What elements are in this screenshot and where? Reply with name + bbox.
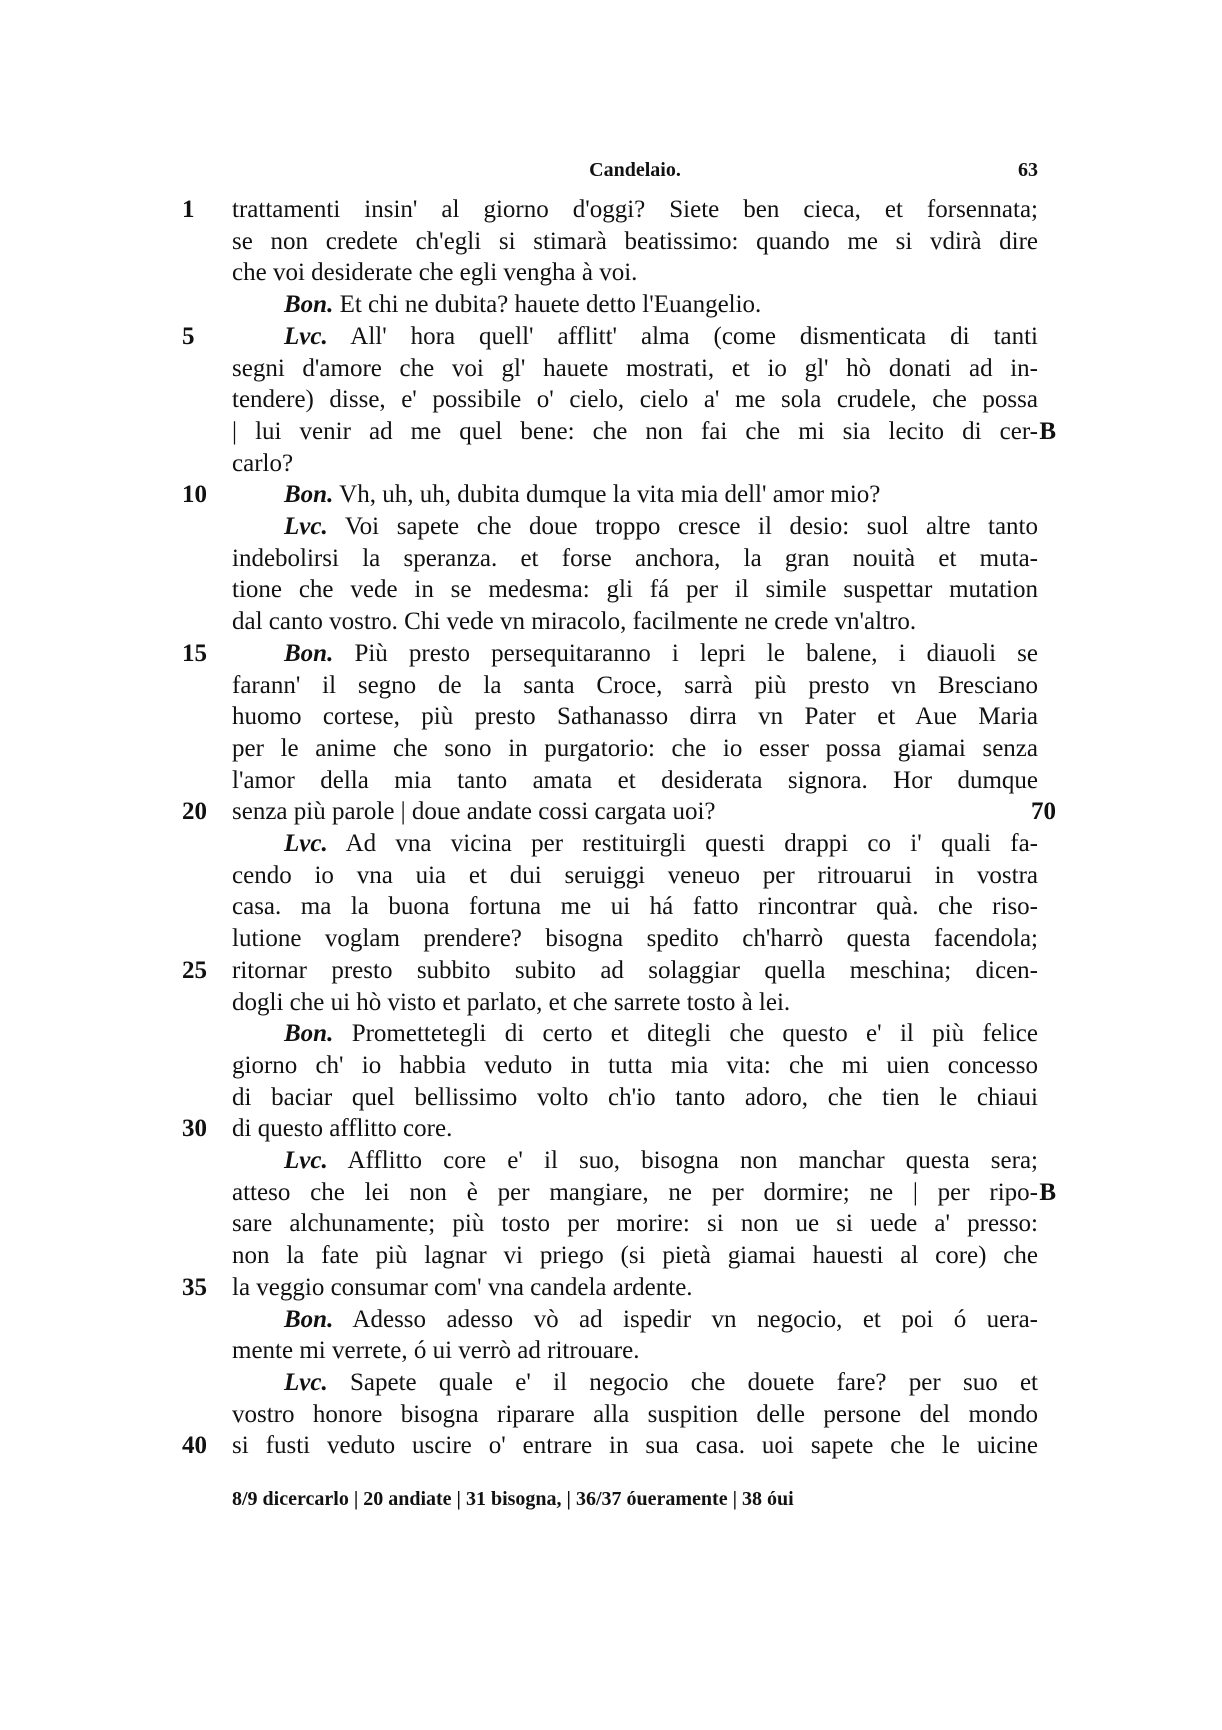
text-line [232,416,1038,448]
line-text: atteso che lei non è per mangiare, ne per dormire; ne | per ripo- [232,1179,1038,1206]
text-line [232,1050,1038,1082]
text-line [232,1145,1038,1177]
line-number: 30 [182,1115,207,1142]
text-line [232,1430,1038,1462]
page-number: 63 [1018,159,1038,181]
line-number: 10 [182,481,207,508]
text-line [232,1082,1038,1114]
line-text: cendo io vna uia et dui seruiggi veneuo per ritrouarui in vostra [232,862,1038,889]
speaker-label: Lvc. [284,830,328,857]
speaker-label: Bon. [284,1020,334,1047]
text-line [232,543,1038,575]
line-text: huomo cortese, più presto Sathanasso dirra vn Pater et Aue Maria [232,703,1038,730]
line-text: Più presto persequitaranno i lepri le balene, i diauoli se [354,640,1039,667]
line-text: Ad vna vicina per restituirgli questi drappi co i' quali fa- [345,830,1038,857]
line-text: giorno ch' io habbia veduto in tutta mia vita: che mi uien concesso [232,1052,1038,1079]
line-text: carlo? [232,450,294,477]
text-line [232,923,1038,955]
text-line [232,638,1038,670]
line-text: | lui venir ad me quel bene: che non fai che mi sia lecito di cer- [232,418,1038,445]
text-line [232,860,1038,892]
line-text: si fusti veduto uscire o' entrare in sua casa. uoi sapete che le uicine [232,1432,1038,1459]
text-line [232,733,1038,765]
running-title: Candelaio. [589,159,681,181]
line-text: casa. ma la buona fortuna me ui há fatto rincontrar quà. che riso- [232,893,1038,920]
line-text: per le anime che sono in purgatorio: che io esser possa giamai senza [232,735,1038,762]
text-line [232,511,1038,543]
line-text: che voi desiderate che egli vengha à voi. [232,259,638,286]
speaker-label: Lvc. [284,1369,328,1396]
line-number: 1 [182,196,195,223]
line-text: tendere) disse, e' possibile o' cielo, cielo a' me sola crudele, che possa [232,386,1038,413]
text-line [232,670,1038,702]
line-text: di questo afflitto core. [232,1115,453,1142]
line-text: mente mi verrete, ó ui verrò ad ritrouare. [232,1337,640,1364]
text-line [232,479,1038,511]
line-text: segni d'amore che voi gl' hauete mostrati, et io gl' hò donati ad in- [232,355,1038,382]
line-text: Voi sapete che doue troppo cresce il desio: suol altre tanto [344,513,1038,540]
text-line [232,606,1038,638]
line-text: trattamenti insin' al giorno d'oggi? Siete ben cieca, et forsennata; [232,196,1038,223]
text-line [232,828,1038,860]
line-number: 20 [182,798,207,825]
text-line [232,257,1038,289]
line-text: se non credete ch'egli si stimarà beatissimo: quando me si vdirà dire [232,228,1038,255]
page-header [232,157,1038,187]
margin-note: 70 [1031,798,1056,825]
text-line [232,1177,1038,1209]
text-line [232,955,1038,987]
text-line [232,1399,1038,1431]
line-number: 15 [182,640,207,667]
text-line [232,1240,1038,1272]
line-number: 40 [182,1432,207,1459]
text-line [232,289,1038,321]
line-text: dogli che ui hò visto et parlato, et che sarrete tosto à lei. [232,989,791,1016]
text-line [232,384,1038,416]
text-line [232,891,1038,923]
speaker-label: Lvc. [284,323,328,350]
line-text: l'amor della mia tanto amata et desiderata signora. Hor dumque [232,767,1038,794]
text-line [232,574,1038,606]
text-line [232,226,1038,258]
footnote-apparatus: 8/9 dicercarlo | 20 andiate | 31 bisogna, | 36/37 óueramente | 38 óui [232,1488,794,1510]
text-line [232,1113,1038,1145]
line-number: 25 [182,957,207,984]
margin-note: B [1039,1179,1056,1206]
line-text: non la fate più lagnar vi priego (si pietà giamai hauesti al core) che [232,1242,1038,1269]
line-text: lutione voglam prendere? bisogna spedito ch'harrò questa facendola; [232,925,1038,952]
text-line [232,701,1038,733]
line-text: Promettetegli di certo et ditegli che questo e' il più felice [351,1020,1038,1047]
text-line [232,448,1038,480]
line-text: Sapete quale e' il negocio che douete fare? per suo et [349,1369,1038,1396]
text-line [232,796,1038,828]
text-line [232,1272,1038,1304]
text-line [232,353,1038,385]
line-text: Et chi ne dubita? hauete detto l'Euangelio. [339,291,762,318]
line-number: 35 [182,1274,207,1301]
line-text: Vh, uh, uh, dubita dumque la vita mia dell' amor mio? [339,481,881,508]
line-text: indebolirsi la speranza. et forse anchora, la gran nouità et muta- [232,545,1038,572]
line-text: senza più parole | doue andate cossi cargata uoi? [232,798,716,825]
speaker-label: Bon. [284,291,334,318]
text-line [232,1335,1038,1367]
line-text: All' hora quell' afflitt' alma (come dismenticata di tanti [350,323,1038,350]
margin-note: B [1039,418,1056,445]
line-text: farann' il segno de la santa Croce, sarrà più presto vn Bresciano [232,672,1038,699]
line-text: ritornar presto subbito subito ad solaggiar quella meschina; dicen- [232,957,1038,984]
text-line [232,1304,1038,1336]
line-text: sare alchunamente; più tosto per morire: si non ue si uede a' presso: [232,1210,1038,1237]
line-text: Adesso adesso vò ad ispedir vn negocio, et poi ó uera- [352,1306,1038,1333]
text-line [232,194,1038,226]
text-line [232,1208,1038,1240]
line-text: dal canto vostro. Chi vede vn miracolo, facilmente ne crede vn'altro. [232,608,917,635]
text-line [232,1018,1038,1050]
speaker-label: Lvc. [284,1147,328,1174]
line-number: 5 [182,323,195,350]
line-text: di baciar quel bellissimo volto ch'io tanto adoro, che tien le chiaui [232,1084,1038,1111]
line-text: vostro honore bisogna riparare alla suspition delle persone del mondo [232,1401,1038,1428]
speaker-label: Bon. [284,481,334,508]
text-line [232,1367,1038,1399]
text-line [232,987,1038,1019]
line-text: Afflitto core e' il suo, bisogna non manchar questa sera; [347,1147,1038,1174]
text-line [232,321,1038,353]
speaker-label: Lvc. [284,513,328,540]
speaker-label: Bon. [284,640,334,667]
text-line [232,765,1038,797]
line-text: tione che vede in se medesma: gli fá per il simile suspettar mutation [232,576,1038,603]
speaker-label: Bon. [284,1306,334,1333]
line-text: la veggio consumar com' vna candela ardente. [232,1274,693,1301]
